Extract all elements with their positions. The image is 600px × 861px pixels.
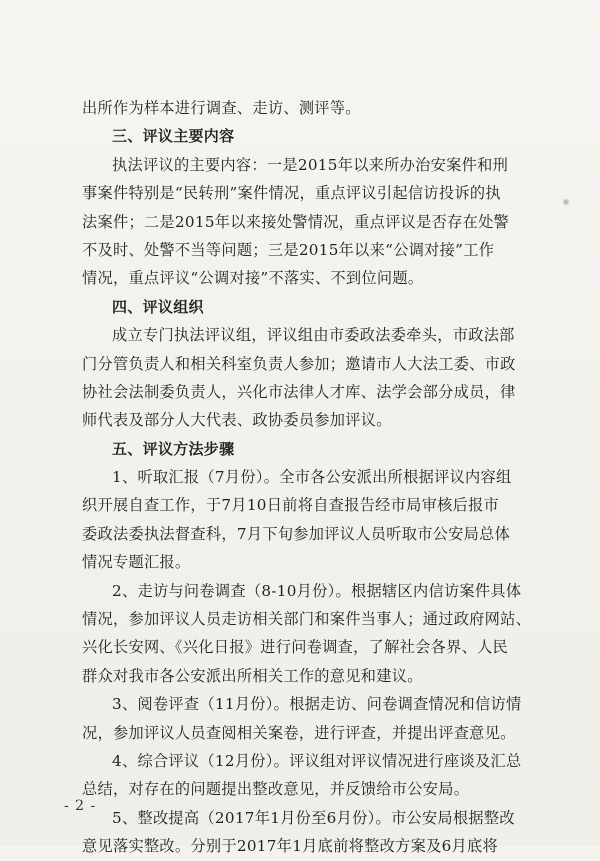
paragraph-line: 门分管负责人和相关科室负责人参加；邀请市人大法工委、市政 [82,354,516,373]
paragraph-line: 出所作为样本进行调查、走访、测评等。 [82,99,361,117]
paragraph-line: 意见落实整改。分别于2017年1月底前将整改方案及6月底将 [82,837,498,856]
paragraph-line: 协社会法制委负责人，兴化市法律人才库、法学会部分成员，律 [82,382,516,401]
section-heading-5: 五、评议方法步骤 [112,439,235,458]
paragraph-line: 况，参加评议人员查阅相关案卷，进行评查，并提出评查意见。 [82,723,516,742]
paragraph-line: 群众对我市各公安派出所相关工作的意见和建议。 [82,666,423,685]
paragraph-line: 1、听取汇报（7月份）。全市各公安派出所根据评议内容组 [112,468,512,487]
paragraph-line: 织开展自查工作，于7月10日前将自查报告经市局审核后报市 [82,496,500,515]
paragraph-line: 兴化长安网、《兴化日报》进行问卷调查，了解社会各界、人民 [82,638,509,657]
section-heading-4: 四、评议组织 [112,297,204,316]
section-heading-3: 三、评议主要内容 [112,127,235,146]
document-body [82,94,532,861]
paragraph-line: 师代表及部分人大代表、政协委员参加评议。 [82,411,392,430]
paragraph-line: 情况专题汇报。 [82,553,191,572]
paragraph-line: 执法评议的主要内容：一是2015年以来所办治安案件和刑 [112,155,509,174]
paragraph-line: 5、整改提高（2017年1月份至6月份）。市公安局根据整改 [112,808,515,827]
paragraph-line: 成立专门执法评议组，评议组由市委政法委牵头，市政法部 [112,326,515,345]
paragraph-line: 2、走访与问卷调查（8-10月份）。根据辖区内信访案件具体 [112,581,522,600]
paragraph-line: 情况，参加评议人员走访相关部门和案件当事人；通过政府网站、 [82,610,532,629]
paragraph-line: 3、阅卷评查（11月份）。根据走访、问卷调查情况和信访情 [112,695,522,714]
paragraph-line: 法案件；二是2015年以来接处警情况，重点评议是否存在处警 [82,212,510,231]
paragraph-line: 4、综合评议（12月份）。评议组对评议情况进行座谈及汇总 [112,751,522,770]
ink-smudge [562,198,570,206]
paragraph-line: 委政法委执法督查科，7月下旬参加评议人员听取市公安局总体 [82,524,511,543]
page-number: - 2 - [64,798,97,814]
paragraph-line: 不及时、处警不当等问题；三是2015年以来“公调对接”工作 [82,240,495,259]
paragraph-line: 事案件特别是“民转刑”案件情况，重点评议引起信访投诉的执 [82,184,501,203]
paragraph-line: 总结，对存在的问题提出整改意见，并反馈给市公安局。 [82,780,470,799]
paragraph-line: 情况，重点评议“公调对接”不落实、不到位问题。 [82,269,424,288]
